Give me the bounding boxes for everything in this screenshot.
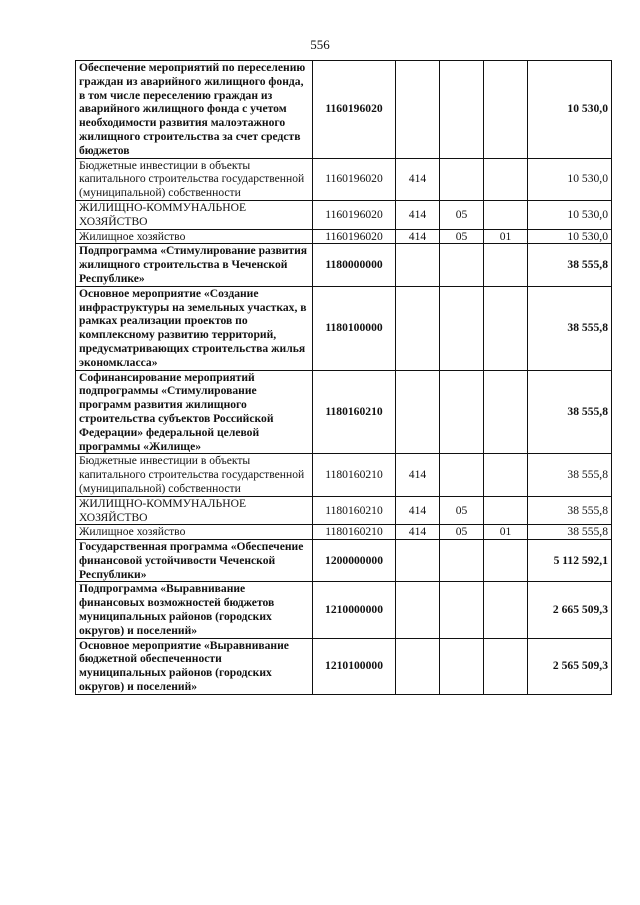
row-name-cell: ЖИЛИЩНО-КОММУНАЛЬНОЕ ХОЗЯЙСТВО: [76, 200, 313, 229]
row-subsection-cell: [484, 370, 528, 454]
row-amount-cell: 38 555,8: [528, 244, 612, 286]
row-section-cell: [440, 454, 484, 496]
row-section-cell: [440, 244, 484, 286]
row-section-cell: 05: [440, 200, 484, 229]
row-expense-type-cell: [396, 244, 440, 286]
row-section-cell: [440, 158, 484, 200]
table-row: [76, 61, 612, 159]
row-code-cell: 1160196020: [313, 200, 396, 229]
row-subsection-cell: [484, 638, 528, 694]
table-row: [76, 582, 612, 638]
row-amount-cell: 2 665 509,3: [528, 582, 612, 638]
row-subsection-cell: [484, 496, 528, 525]
row-subsection-cell: 01: [484, 229, 528, 244]
row-section-cell: [440, 370, 484, 454]
row-name-cell: Жилищное хозяйство: [76, 229, 313, 244]
row-subsection-cell: [484, 244, 528, 286]
row-code-cell: 1180160210: [313, 370, 396, 454]
row-section-cell: [440, 638, 484, 694]
row-code-cell: 1210000000: [313, 582, 396, 638]
row-amount-cell: 2 565 509,3: [528, 638, 612, 694]
row-name-cell: ЖИЛИЩНО-КОММУНАЛЬНОЕ ХОЗЯЙСТВО: [76, 496, 313, 525]
row-section-cell: 05: [440, 496, 484, 525]
row-section-cell: [440, 61, 484, 159]
row-name-cell: Государственная программа «Обеспечение финансовой устойчивости Чеченской Республики»: [76, 540, 313, 582]
table-row: [76, 370, 612, 454]
row-name-cell: Подпрограмма «Стимулирование развития жилищного строительства в Чеченской Республике»: [76, 244, 313, 286]
table-row: [76, 638, 612, 694]
row-code-cell: 1160196020: [313, 61, 396, 159]
table-row: [76, 525, 612, 540]
row-section-cell: [440, 582, 484, 638]
row-subsection-cell: [484, 200, 528, 229]
row-expense-type-cell: [396, 286, 440, 370]
row-expense-type-cell: 414: [396, 158, 440, 200]
row-name-cell: Обеспечение мероприятий по переселению граждан из аварийного жилищного фонда, в том числе переселению граждан из аварийного жилищного фонда с учетом необходимости развития малоэтажного жилищного строительства за счет средств бюджетов: [76, 61, 313, 159]
row-amount-cell: 38 555,8: [528, 525, 612, 540]
row-amount-cell: 38 555,8: [528, 454, 612, 496]
row-amount-cell: 10 530,0: [528, 61, 612, 159]
table-row: [76, 244, 612, 286]
row-code-cell: 1180160210: [313, 454, 396, 496]
row-amount-cell: 38 555,8: [528, 496, 612, 525]
row-amount-cell: 10 530,0: [528, 158, 612, 200]
row-code-cell: 1180000000: [313, 244, 396, 286]
row-code-cell: 1210100000: [313, 638, 396, 694]
row-section-cell: 05: [440, 525, 484, 540]
row-section-cell: [440, 286, 484, 370]
row-expense-type-cell: 414: [396, 525, 440, 540]
row-name-cell: Бюджетные инвестиции в объекты капитального строительства государственной (муниципальной) собственности: [76, 454, 313, 496]
row-subsection-cell: [484, 61, 528, 159]
row-expense-type-cell: 414: [396, 496, 440, 525]
row-name-cell: Софинансирование мероприятий подпрограммы «Стимулирование программ развития жилищного строительства субъектов Российской Федерации» федеральной целевой программы «Жилище»: [76, 370, 313, 454]
row-subsection-cell: [484, 454, 528, 496]
row-subsection-cell: [484, 286, 528, 370]
row-name-cell: Основное мероприятие «Создание инфраструктуры на земельных участках, в рамках реализации проектов по комплексному развитию территорий, предусматривающих строительства жилья экономкласса»: [76, 286, 313, 370]
row-code-cell: 1180160210: [313, 525, 396, 540]
row-amount-cell: 38 555,8: [528, 370, 612, 454]
row-code-cell: 1180160210: [313, 496, 396, 525]
row-subsection-cell: 01: [484, 525, 528, 540]
row-code-cell: 1200000000: [313, 540, 396, 582]
row-section-cell: [440, 540, 484, 582]
page-number: 556: [310, 37, 330, 52]
table-row: [76, 496, 612, 525]
row-expense-type-cell: [396, 638, 440, 694]
table-row: [76, 229, 612, 244]
row-expense-type-cell: [396, 582, 440, 638]
row-code-cell: 1180100000: [313, 286, 396, 370]
row-subsection-cell: [484, 158, 528, 200]
row-code-cell: 1160196020: [313, 229, 396, 244]
row-subsection-cell: [484, 582, 528, 638]
table-row: [76, 200, 612, 229]
row-expense-type-cell: 414: [396, 200, 440, 229]
table-row: [76, 158, 612, 200]
row-expense-type-cell: 414: [396, 454, 440, 496]
row-section-cell: 05: [440, 229, 484, 244]
table-row: [76, 540, 612, 582]
row-expense-type-cell: [396, 61, 440, 159]
row-expense-type-cell: [396, 370, 440, 454]
row-code-cell: 1160196020: [313, 158, 396, 200]
row-expense-type-cell: [396, 540, 440, 582]
budget-table: [75, 60, 612, 695]
row-amount-cell: 38 555,8: [528, 286, 612, 370]
row-name-cell: Основное мероприятие «Выравнивание бюджетной обеспеченности муниципальных районов (городских округов) и поселений»: [76, 638, 313, 694]
row-name-cell: Подпрограмма «Выравнивание финансовых возможностей бюджетов муниципальных районов (городских округов) и поселений»: [76, 582, 313, 638]
row-amount-cell: 10 530,0: [528, 200, 612, 229]
row-name-cell: Бюджетные инвестиции в объекты капитального строительства государственной (муниципальной) собственности: [76, 158, 313, 200]
table-row: [76, 454, 612, 496]
budget-table-body: [76, 61, 612, 695]
row-subsection-cell: [484, 540, 528, 582]
row-amount-cell: 10 530,0: [528, 229, 612, 244]
row-amount-cell: 5 112 592,1: [528, 540, 612, 582]
row-name-cell: Жилищное хозяйство: [76, 525, 313, 540]
row-expense-type-cell: 414: [396, 229, 440, 244]
table-row: [76, 286, 612, 370]
